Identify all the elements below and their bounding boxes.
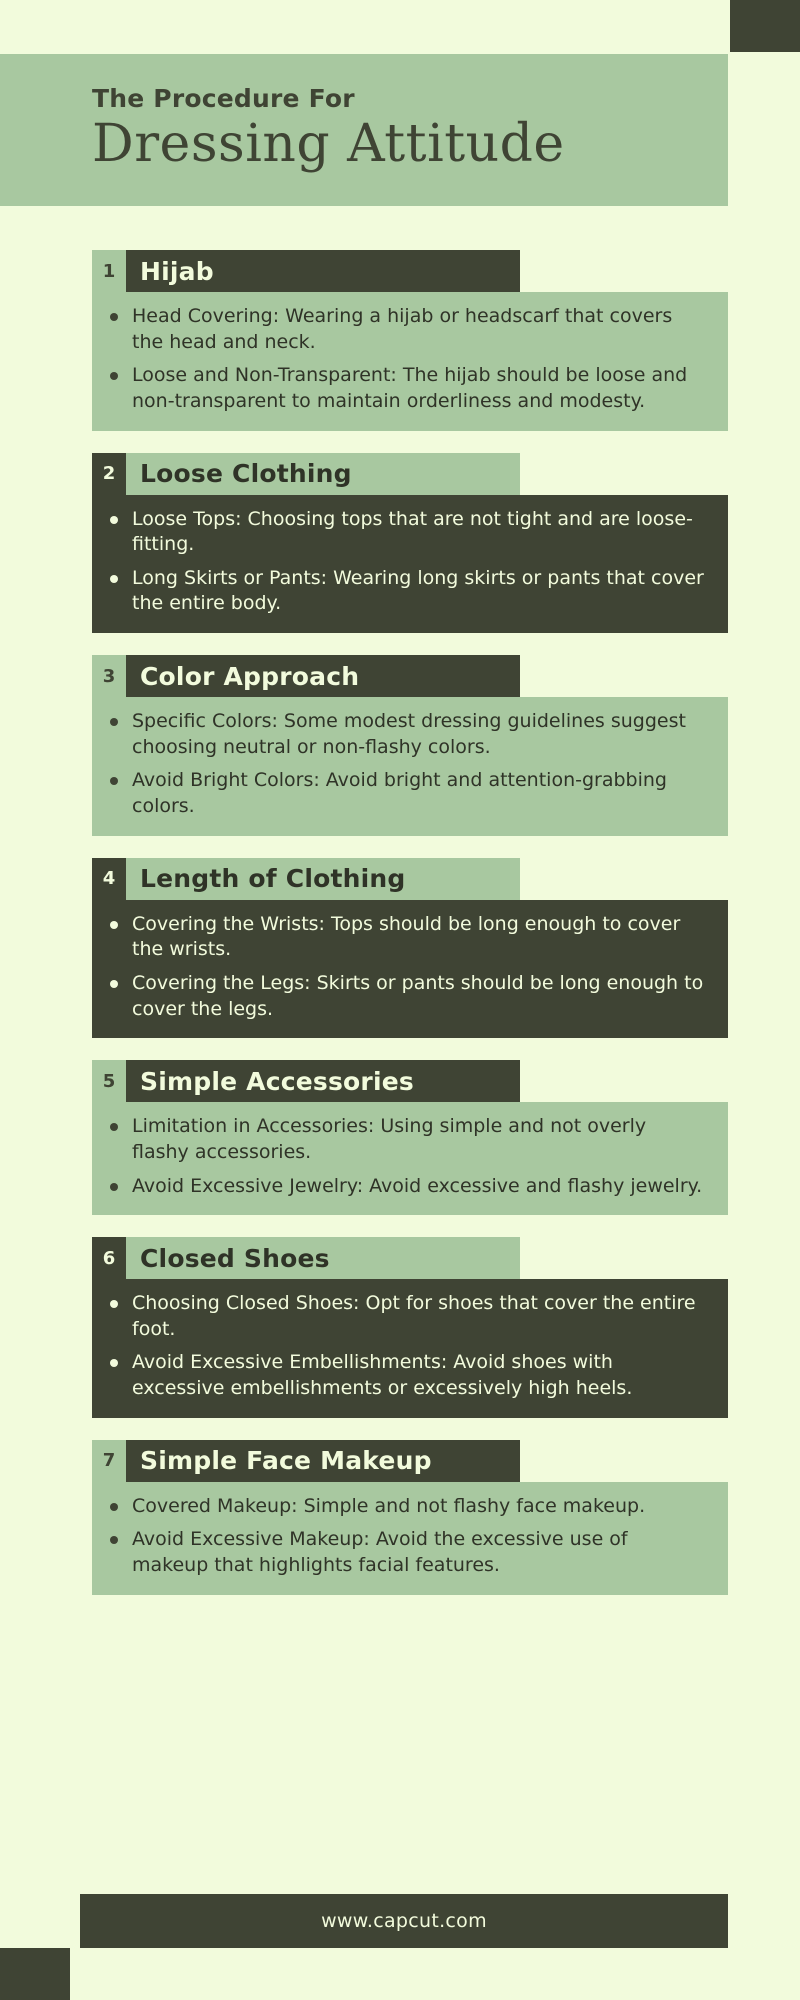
bullet-text: Covering the Wrists: Tops should be long enough to cover the wrists. — [132, 912, 681, 961]
section-title-row — [92, 453, 520, 495]
bullet-dot-icon — [110, 1503, 118, 1511]
bullet-list — [104, 507, 706, 618]
section-heading: Loose Clothing — [126, 453, 520, 495]
bullet-text: Specific Colors: Some modest dressing guidelines suggest choosing neutral or non-flashy colors. — [132, 710, 686, 758]
section-number: 7 — [92, 1440, 126, 1482]
section-6 — [0, 1237, 800, 1418]
footer-url: www.capcut.com — [321, 1910, 487, 1932]
bullet-dot-icon — [110, 1123, 118, 1131]
list-item — [104, 566, 706, 617]
list-item — [104, 1527, 706, 1578]
section-number: 6 — [92, 1237, 126, 1279]
list-item — [104, 709, 706, 760]
section-body — [92, 495, 728, 634]
section-title-row — [92, 858, 520, 900]
section-title-row — [92, 1060, 520, 1102]
bullet-text: Covered Makeup: Simple and not flashy face makeup. — [132, 1494, 646, 1517]
bullet-text: Avoid Bright Colors: Avoid bright and attention-grabbing colors. — [132, 769, 667, 818]
list-item — [104, 304, 706, 355]
section-body — [92, 697, 728, 836]
section-heading: Hijab — [126, 250, 520, 292]
list-item — [104, 1350, 706, 1401]
bullet-dot-icon — [110, 1183, 118, 1191]
section-number: 3 — [92, 655, 126, 697]
footer-bar — [80, 1894, 728, 1948]
bullet-text: Loose and Non-Transparent: The hijab should be loose and non-transparent to maintain orderliness and modesty. — [132, 364, 688, 412]
section-5 — [0, 1060, 800, 1215]
bullet-list — [104, 1494, 706, 1579]
sections-list — [0, 250, 800, 1617]
bullet-text: Loose Tops: Choosing tops that are not tight and are loose-fitting. — [132, 507, 693, 556]
section-title-row — [92, 1237, 520, 1279]
bullet-list — [104, 1114, 706, 1199]
bullet-text: Long Skirts or Pants: Wearing long skirts or pants that cover the entire body. — [132, 566, 704, 615]
section-number: 2 — [92, 453, 126, 495]
bullet-text: Head Covering: Wearing a hijab or headscarf that covers the head and neck. — [132, 305, 673, 353]
header-banner — [0, 54, 728, 206]
bullet-list — [104, 709, 706, 820]
list-item — [104, 1494, 706, 1520]
header-kicker: The Procedure For — [92, 84, 355, 113]
bullet-dot-icon — [110, 313, 118, 321]
bullet-dot-icon — [110, 372, 118, 380]
section-number: 1 — [92, 250, 126, 292]
section-heading: Color Approach — [126, 655, 520, 697]
section-4 — [0, 858, 800, 1039]
bullet-dot-icon — [110, 516, 118, 524]
list-item — [104, 768, 706, 819]
bullet-dot-icon — [110, 980, 118, 988]
decorative-corner-bottom-left — [0, 1948, 70, 2000]
bullet-dot-icon — [110, 777, 118, 785]
list-item — [104, 1174, 706, 1200]
section-number: 4 — [92, 858, 126, 900]
bullet-dot-icon — [110, 718, 118, 726]
section-3 — [0, 655, 800, 836]
bullet-text: Avoid Excessive Makeup: Avoid the excessive use of makeup that highlights facial features. — [132, 1528, 628, 1577]
bullet-list — [104, 304, 706, 415]
section-title-row — [92, 655, 520, 697]
section-heading: Length of Clothing — [126, 858, 520, 900]
bullet-dot-icon — [110, 921, 118, 929]
section-heading: Closed Shoes — [126, 1237, 520, 1279]
section-heading: Simple Accessories — [126, 1060, 520, 1102]
section-body — [92, 292, 728, 431]
bullet-text: Avoid Excessive Embellishments: Avoid shoes with excessive embellishments or excessively high heels. — [132, 1351, 633, 1400]
bullet-text: Limitation in Accessories: Using simple and not overly flashy accessories. — [132, 1115, 647, 1163]
list-item — [104, 1114, 706, 1165]
list-item — [104, 363, 706, 414]
list-item — [104, 1291, 706, 1342]
bullet-dot-icon — [110, 1359, 118, 1367]
section-heading: Simple Face Makeup — [126, 1440, 520, 1482]
section-body — [92, 1482, 728, 1595]
section-title-row — [92, 250, 520, 292]
section-body — [92, 1102, 728, 1215]
bullet-text: Covering the Legs: Skirts or pants should be long enough to cover the legs. — [132, 971, 704, 1020]
list-item — [104, 912, 706, 963]
bullet-text: Choosing Closed Shoes: Opt for shoes that cover the entire foot. — [132, 1292, 696, 1340]
section-body — [92, 900, 728, 1039]
bullet-dot-icon — [110, 575, 118, 583]
page-title: Dressing Attitude — [92, 114, 565, 174]
list-item — [104, 971, 706, 1022]
list-item — [104, 507, 706, 558]
bullet-list — [104, 1291, 706, 1402]
bullet-list — [104, 912, 706, 1023]
section-title-row — [92, 1440, 520, 1482]
section-number: 5 — [92, 1060, 126, 1102]
decorative-corner-top-right — [730, 0, 800, 52]
section-2 — [0, 453, 800, 634]
section-7 — [0, 1440, 800, 1595]
section-body — [92, 1279, 728, 1418]
bullet-dot-icon — [110, 1300, 118, 1308]
bullet-dot-icon — [110, 1536, 118, 1544]
section-1 — [0, 250, 800, 431]
bullet-text: Avoid Excessive Jewelry: Avoid excessive and flashy jewelry. — [132, 1174, 703, 1197]
